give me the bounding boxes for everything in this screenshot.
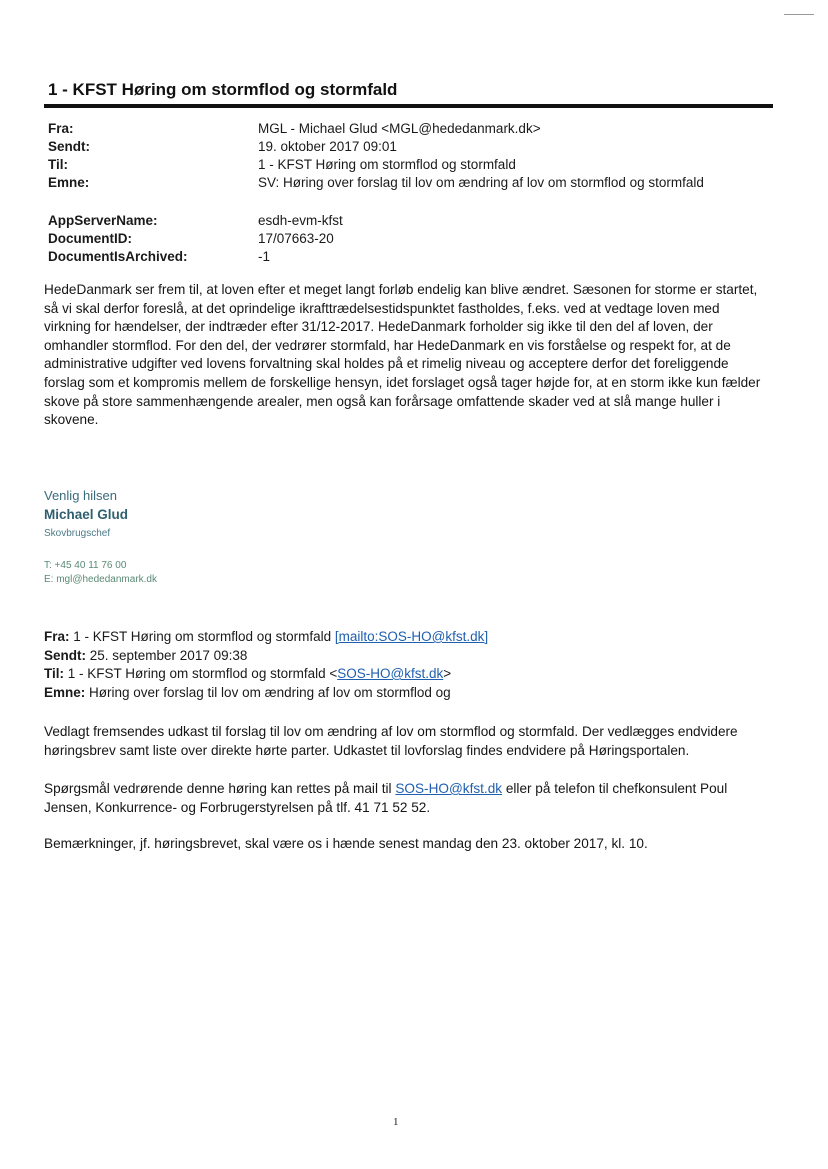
signature-email: E: mgl@hededanmark.dk — [44, 574, 157, 585]
header-row-subject — [48, 174, 768, 192]
fwd-label: Sendt: — [44, 647, 90, 663]
fwd-value: Høring over forslag til lov om ændring af lov om stormflod og — [89, 684, 451, 700]
email-link[interactable]: SOS-HO@kfst.dk — [395, 781, 503, 796]
reply-body: HedeDanmark ser frem til, at loven efter et meget langt forløb endelig kan blive ændret. Sæsonen for storme er startet, så vi skal derfor foreslå, at det oprindelige ikrafttrædelsestidspunktet fastholdes, f.eks. ved at vedtage loven med virkning for hændelser, der indtræder efter 31/12-2017. HedeDanmark forholder sig ikke til den del af loven, der omhandler stormflod. For den del, der vedrører stormfald, har HedeDanmark en vis forståelse og respekt for, at de administrative udgifter ved lovens forvaltning skal holdes på et rimelig niveau og acceptere derfor det foreliggende forslag som et kompromis mellem de forskellige hensyn, idet forslaget også tager højde for, at en storm ikke kun fælder skove på store sammenhængende arealer, men også kan forårsage omfattende skader ved at slå mange huller i skovene. — [44, 282, 761, 428]
forwarded-paragraph-questions — [44, 780, 768, 817]
meta-row-archived — [48, 248, 768, 266]
header-row-sent — [48, 138, 768, 156]
email-link[interactable]: SOS-HO@kfst.dk — [337, 666, 444, 681]
page-number: 1 — [393, 1116, 399, 1128]
forwarded-header — [44, 628, 768, 702]
header-label: Til: — [48, 157, 68, 172]
meta-row-appserver — [48, 212, 768, 230]
fwd-label: Emne: — [44, 684, 90, 700]
header-row-from — [48, 120, 768, 138]
scan-artifact-line — [784, 14, 814, 15]
forwarded-paragraph-attachments: Vedlagt fremsendes udkast til forslag til lov om ændring af lov om stormflod og stormfald. Der vedlægges endvidere høringsbrev samt liste over direkte hørte parter. Udkastet til lovforslag findes endvidere på Høringsportalen. — [44, 724, 738, 758]
email-header — [48, 120, 768, 192]
fwd-value: 1 - KFST Høring om stormflod og stormfald < — [67, 666, 338, 681]
meta-label: DocumentIsArchived: — [48, 249, 188, 264]
signature-role: Skovbrugschef — [44, 528, 111, 539]
meta-value: esdh-evm-kfst — [258, 213, 343, 228]
fwd-row-sent — [44, 647, 768, 666]
signature-greeting: Venlig hilsen — [44, 488, 117, 503]
title-divider — [44, 104, 773, 108]
header-value: MGL - Michael Glud <MGL@hededanmark.dk> — [258, 121, 541, 136]
mailto-link[interactable]: [mailto:SOS-HO@kfst.dk] — [334, 629, 489, 644]
header-row-to — [48, 156, 768, 174]
fwd-row-to — [44, 665, 768, 684]
meta-value: 17/07663-20 — [258, 231, 334, 246]
header-value: 1 - KFST Høring om stormflod og stormfald — [258, 157, 516, 172]
signature-phone: T: +45 40 11 76 00 — [44, 560, 127, 571]
header-label: Sendt: — [48, 139, 90, 154]
fwd-row-subject — [44, 684, 768, 703]
para-text: eller på telefon til chefkonsulent Poul Jensen, Konkurrence- og Forbrugerstyrelsen på tlf. 41 71 52 52. — [44, 781, 728, 815]
meta-value: -1 — [258, 249, 271, 264]
meta-label: AppServerName: — [48, 213, 158, 228]
header-value: SV: Høring over forslag til lov om ændring af lov om stormflod og stormfald — [258, 175, 704, 190]
para-text: Spørgsmål vedrørende denne høring kan rettes på mail til — [44, 781, 396, 796]
signature-name: Michael Glud — [44, 507, 129, 522]
fwd-value-close: > — [443, 666, 452, 681]
fwd-value: 25. september 2017 09:38 — [89, 647, 248, 663]
page-title: 1 - KFST Høring om stormflod og stormfald — [48, 80, 398, 99]
fwd-value: 1 - KFST Høring om stormflod og stormfald — [73, 629, 332, 644]
header-label: Emne: — [48, 175, 90, 190]
fwd-label: Til: — [44, 666, 68, 681]
forwarded-paragraph-deadline: Bemærkninger, jf. høringsbrevet, skal være os i hænde senest mandag den 23. oktober 2017, kl. 10. — [44, 836, 648, 851]
header-label: Fra: — [48, 121, 74, 136]
fwd-row-from — [44, 628, 768, 647]
fwd-label: Fra: — [44, 629, 74, 644]
document-metadata — [48, 212, 768, 266]
meta-row-documentid — [48, 230, 768, 248]
meta-label: DocumentID: — [48, 231, 132, 246]
header-value: 19. oktober 2017 09:01 — [258, 139, 397, 154]
